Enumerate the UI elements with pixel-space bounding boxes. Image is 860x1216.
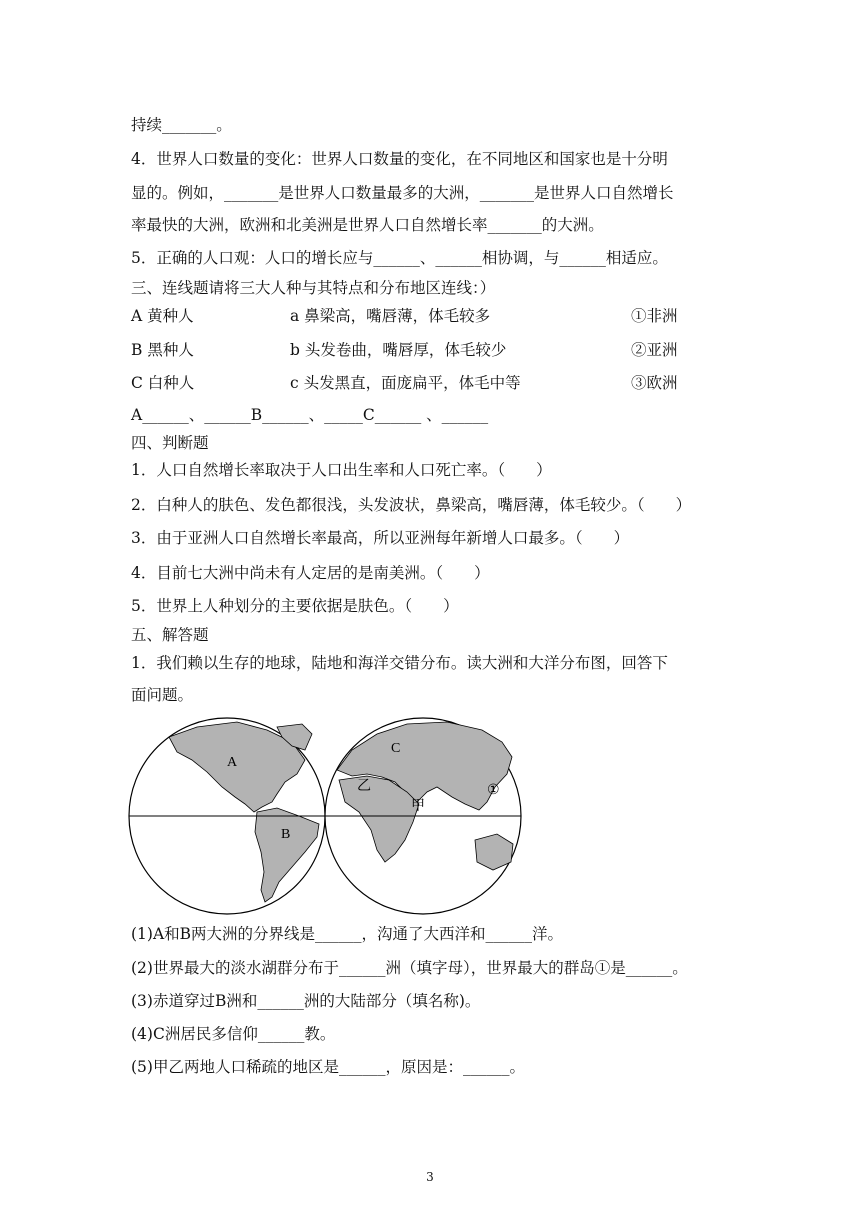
line-2: 4．世界人口数量的变化：世界人口数量的变化，在不同地区和国家也是十分明 xyxy=(131,150,668,168)
race-b: B 黑种人 xyxy=(131,341,194,359)
line-1: 持续_______。 xyxy=(131,116,232,134)
world-map xyxy=(127,712,531,920)
section-3-heading: 三、连线题请将三大人种与其特点和分布地区连线：） xyxy=(131,279,496,297)
judge-5: 5．世界上人种划分的主要依据是肤色。（ ） xyxy=(131,597,459,615)
judge-1: 1．人口自然增长率取决于人口出生率和人口死亡率。（ ） xyxy=(131,461,552,479)
section-5-heading: 五、解答题 xyxy=(131,626,209,644)
feature-b: b 头发卷曲，嘴唇厚，体毛较少 xyxy=(290,341,507,359)
label-b: B xyxy=(281,827,291,842)
line-3: 显的。例如，_______是世界人口数量最多的大洲，_______是世界人口自然增长 xyxy=(131,184,674,202)
sub-question-2: (2)世界最大的淡水湖群分布于______洲（填字母），世界最大的群岛①是______。 xyxy=(131,959,688,977)
region-2: ②亚洲 xyxy=(631,341,678,359)
feature-a: a 鼻梁高，嘴唇薄，体毛较多 xyxy=(290,307,491,325)
judge-4: 4．目前七大洲中尚未有人定居的是南美洲。（ ） xyxy=(131,564,490,582)
line-4: 率最快的大洲，欧洲和北美洲是世界人口自然增长率_______的大洲。 xyxy=(131,216,604,234)
label-yi: 乙 xyxy=(357,779,371,794)
section-4-heading: 四、判断题 xyxy=(131,434,209,452)
question-1-line-2: 面问题。 xyxy=(131,686,194,704)
matching-answer-line: A______、______B______、_____C______ 、______ xyxy=(131,406,489,424)
feature-c: c 头发黑直，面庞扁平，体毛中等 xyxy=(290,374,521,392)
label-jia: 甲 xyxy=(411,799,425,814)
sub-question-3: (3)赤道穿过B洲和______洲的大陆部分（填名称)。 xyxy=(131,992,481,1010)
question-1-line-1: 1．我们赖以生存的地球，陆地和海洋交错分布。读大洲和大洋分布图，回答下 xyxy=(131,654,668,672)
label-circle-1: ① xyxy=(487,783,500,798)
label-a: A xyxy=(227,755,238,770)
sub-question-5: (5)甲乙两地人口稀疏的地区是______，原因是：______。 xyxy=(131,1058,525,1076)
region-3: ③欧洲 xyxy=(631,374,678,392)
race-a: A 黄种人 xyxy=(131,307,194,325)
page-number: 3 xyxy=(426,1170,434,1184)
race-c: C 白种人 xyxy=(131,374,195,392)
sub-question-4: (4)C洲居民多信仰______教。 xyxy=(131,1025,336,1043)
label-c: C xyxy=(391,741,401,756)
sub-question-1: (1)A和B两大洲的分界线是______，沟通了大西洋和______洋。 xyxy=(131,925,564,943)
region-1: ①非洲 xyxy=(631,307,678,325)
line-5: 5．正确的人口观：人口的增长应与______、______相协调，与______相适应。 xyxy=(131,249,668,267)
judge-2: 2．白种人的肤色、发色都很浅，头发波状，鼻梁高，嘴唇薄，体毛较少。（ ） xyxy=(131,496,692,514)
judge-3: 3．由于亚洲人口自然增长率最高，所以亚洲每年新增人口最多。（ ） xyxy=(131,529,630,547)
